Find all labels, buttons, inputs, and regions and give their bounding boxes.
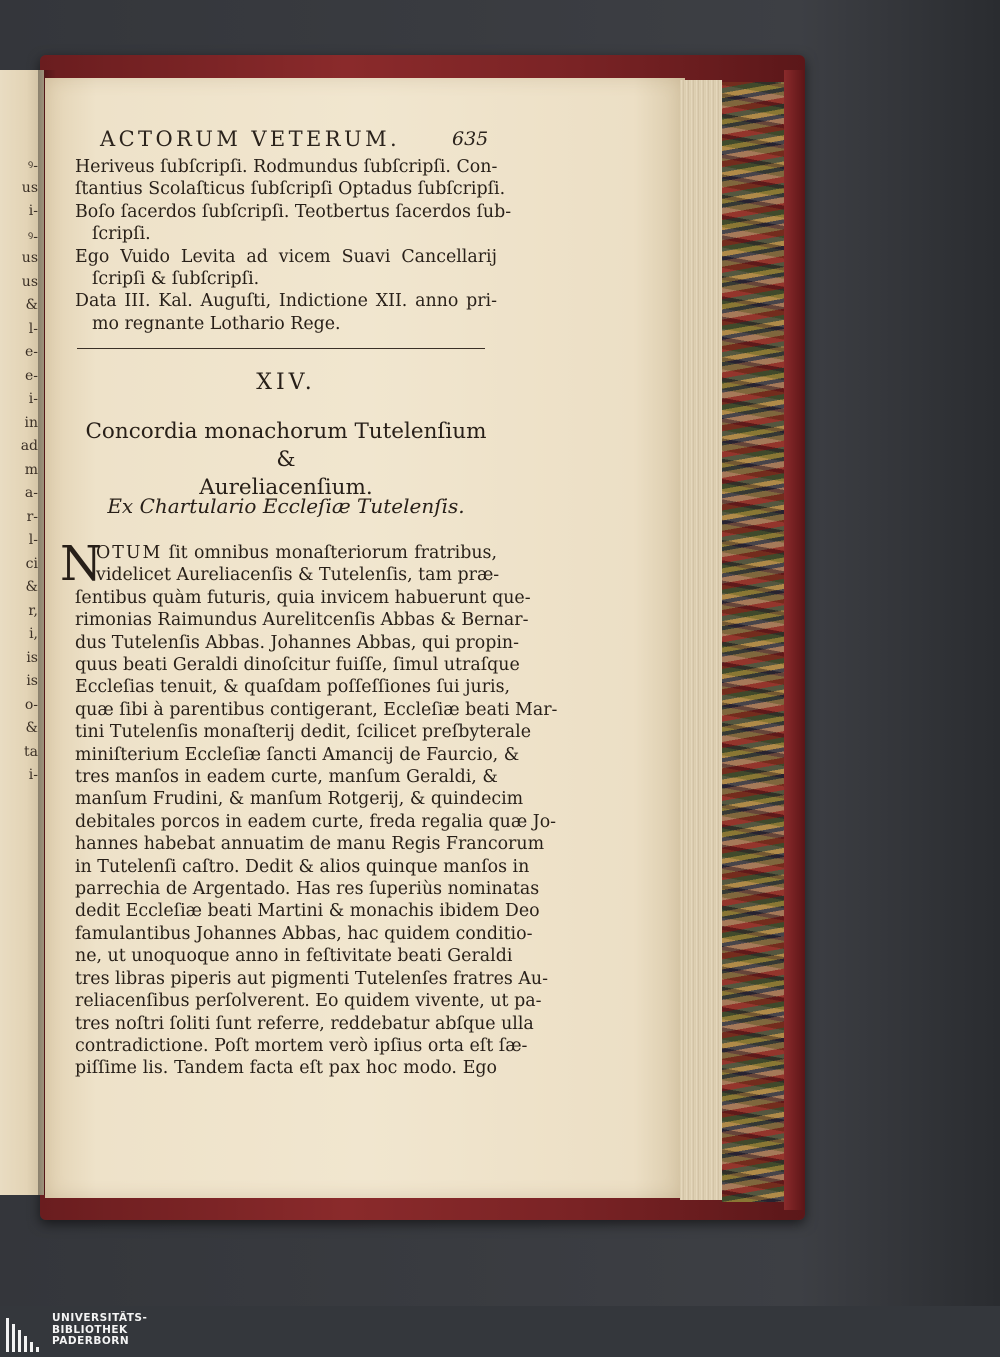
text-line: tini Tutelenſis monaſterij dedit, ſcilicet preſbyterale bbox=[75, 722, 531, 743]
library-logo-icon bbox=[6, 1314, 46, 1352]
library-name-line: PADERBORN bbox=[52, 1335, 130, 1347]
text-line: tres libras piperis aut pigmenti Tutelenſes fratres Au- bbox=[75, 968, 548, 989]
text-line: Ego Vuido Levita ad vicem Suavi Cancellarij bbox=[75, 246, 497, 267]
text-line: quus beati Geraldi dinoſcitur fuiſſe, ſimul utraſque bbox=[75, 655, 520, 676]
text-line: tres manſos in eadem curte, manſum Geraldi, & bbox=[75, 767, 498, 788]
left-page-fragment: & bbox=[25, 297, 38, 313]
first-line-rest: ſit omnibus monaſteriorum fratribus, bbox=[168, 543, 497, 563]
text-line: famulantibus Johannes Abbas, hac quidem conditio- bbox=[75, 923, 533, 944]
section-title-line: Concordia monachorum Tutelenſium & bbox=[85, 419, 487, 472]
left-page-fragment: l- bbox=[28, 320, 38, 337]
section-title bbox=[75, 418, 497, 502]
left-page-fragment: i, bbox=[29, 626, 38, 642]
body-text bbox=[75, 587, 558, 1080]
left-page-fragment: r- bbox=[26, 508, 38, 525]
left-page-fragment: & bbox=[25, 579, 38, 595]
text-line: mo regnante Lothario Rege. bbox=[92, 313, 341, 334]
text-line: Eccleſias tenuit, & quaſdam poſſeſſiones ſui juris, bbox=[75, 677, 511, 698]
left-page-fragment: us bbox=[21, 250, 38, 266]
drop-cap: N bbox=[60, 536, 102, 592]
text-line: quæ ſibi à parentibus contigerant, Eccleſiæ beati Mar- bbox=[75, 699, 558, 720]
text-line: manſum Frudini, & manſum Rotgerij, & quindecim bbox=[75, 789, 524, 810]
library-name-line: UNIVERSITÄTS- bbox=[52, 1312, 148, 1324]
text-line: rimonias Raimundus Aurelitcenſis Abbas & Bernar- bbox=[75, 610, 529, 631]
text-line: reliacenſibus perſolverent. Eo quidem vivente, ut pa- bbox=[75, 991, 542, 1012]
footer-bar bbox=[0, 1306, 1000, 1357]
text-line: in Tutelenſi caſtro. Dedit & alios quinque manſos in bbox=[75, 856, 530, 877]
left-page-fragment: us bbox=[21, 179, 38, 196]
text-line: ſentibus quàm futuris, quia invicem habuerunt que- bbox=[75, 587, 531, 608]
section-number: XIV. bbox=[256, 370, 316, 395]
text-line: tres noſtri ſoliti ſunt referre, reddebatur abſque ulla bbox=[75, 1013, 534, 1034]
signatures-block bbox=[75, 156, 512, 335]
left-page-fragment: o- bbox=[24, 696, 38, 713]
left-page-fragment: i- bbox=[28, 203, 38, 219]
page-block-edges bbox=[680, 80, 722, 1200]
left-page-fragment: a- bbox=[24, 485, 38, 501]
left-page-fragment: ta bbox=[24, 743, 38, 760]
left-page-fragment: & bbox=[25, 720, 38, 736]
library-name bbox=[52, 1313, 147, 1348]
text-line: ſtantius Scolaſticus ſubſcripſi Optadus ſubſcripſi. bbox=[75, 179, 506, 200]
text-line bbox=[96, 542, 497, 564]
section-rule bbox=[77, 348, 485, 349]
text-line: ſcripſi & ſubſcripſi. bbox=[92, 269, 260, 290]
text-line: hannes habebat annuatim de manu Regis Francorum bbox=[75, 834, 545, 855]
text-line: piſſime lis. Tandem facta eſt pax hoc modo. Ego bbox=[75, 1058, 497, 1079]
text-line: Boſo ſacerdos ſubſcripſi. Teotbertus ſacerdos ſub- bbox=[75, 201, 512, 222]
left-page-fragment: is bbox=[26, 649, 38, 666]
left-page-fragment: is bbox=[26, 673, 38, 689]
text-line: ſcripſi. bbox=[92, 224, 151, 245]
left-page-fragment: e- bbox=[24, 367, 38, 384]
left-page-fragment: i- bbox=[28, 391, 38, 407]
left-page-fragment: in bbox=[24, 414, 38, 431]
running-head: ACTORUM VETERUM. bbox=[100, 127, 401, 151]
marbled-fore-edge bbox=[722, 82, 784, 1202]
left-page-fragment: l- bbox=[28, 532, 38, 548]
text-line: dedit Eccleſiæ beati Martini & monachis ibidem Deo bbox=[75, 901, 540, 922]
text-line: dus Tutelenſis Abbas. Johannes Abbas, qui propin- bbox=[75, 632, 519, 653]
left-page-fragment: ꝰ- bbox=[27, 158, 38, 174]
first-word: OTUM bbox=[96, 543, 163, 563]
left-page-fragment: us bbox=[21, 273, 38, 290]
text-line: Heriveus ſubſcripſi. Rodmundus ſubſcripſi. Con- bbox=[75, 157, 498, 177]
text-line: ne, ut unoquoque anno in feſtivitate beati Geraldi bbox=[75, 946, 513, 967]
left-page-fragment: ad bbox=[20, 438, 38, 454]
text-line: Data III. Kal. Auguſti, Indictione XII. anno pri- bbox=[75, 291, 497, 312]
text-line: contradictione. Poſt mortem verò ipſius orta eſt ſæ- bbox=[75, 1035, 528, 1056]
left-page-fragment: m bbox=[24, 461, 38, 478]
left-page-fragment: e- bbox=[24, 344, 38, 360]
left-page-fragment: i- bbox=[28, 767, 38, 783]
source-note: Ex Chartulario Eccleſiæ Tutelenſis. bbox=[107, 494, 465, 518]
cover-edge bbox=[784, 70, 804, 1210]
section-title-line: Aureliacenſium. bbox=[199, 475, 373, 500]
library-name-line: BIBLIOTHEK bbox=[52, 1323, 128, 1336]
page-number: 635 bbox=[452, 128, 489, 150]
text-line: videlicet Aureliacenſis & Tutelenſis, tam præ- bbox=[96, 565, 500, 586]
text-line: miniſterium Eccleſiæ ſancti Amancij de Faurcio, & bbox=[75, 744, 520, 765]
text-line: debitales porcos in eadem curte, freda regalia quæ Jo- bbox=[75, 811, 557, 832]
text-line: parrechia de Argentado. Has res ſuperiùs nominatas bbox=[75, 879, 540, 900]
left-page-fragment: r, bbox=[28, 602, 38, 619]
body-first-lines bbox=[96, 542, 500, 587]
left-page-fragment: ci bbox=[25, 555, 38, 572]
left-page-fragment: ꝰ- bbox=[27, 228, 38, 245]
